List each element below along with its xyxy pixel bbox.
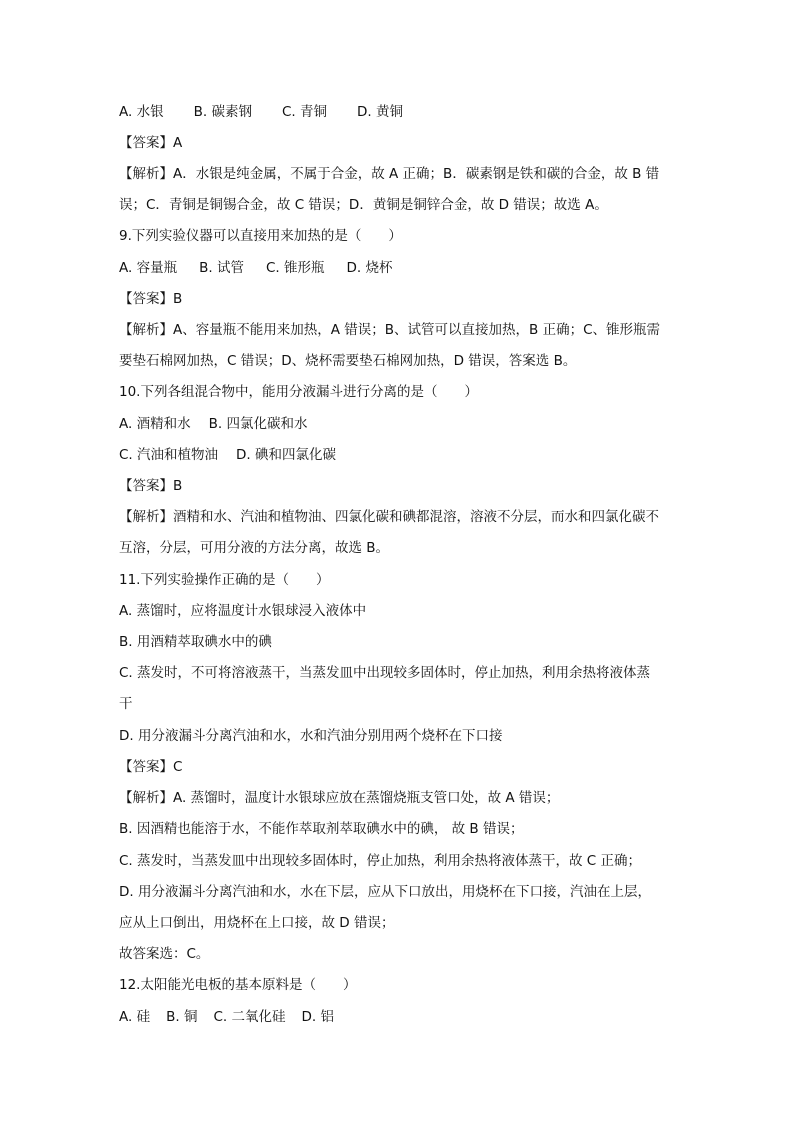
q8-option-a: A. 水银: [119, 104, 164, 120]
q8-option-b: B. 碳素钢: [193, 104, 252, 120]
q8-option-d: D. 黄铜: [356, 104, 403, 120]
q11-option-c-line-2: 干: [119, 696, 133, 712]
q10-analysis-line-1: 【解析】酒精和水、汽油和植物油、四氯化碳和碘都混溶，溶液不分层，而水和四氯化碳不: [119, 509, 659, 525]
q12-option-c: C. 二氧化硅: [213, 1009, 286, 1025]
q8-options: [119, 101, 679, 123]
q9-answer: 【答案】B: [119, 291, 183, 307]
q9-option-d: D. 烧杯: [346, 260, 393, 276]
q10-option-a: A. 酒精和水: [119, 416, 191, 432]
q12-options: [119, 1006, 679, 1028]
q10-options-row-1: [119, 413, 679, 435]
q11-option-a: A. 蒸馏时，应将温度计水银球浸入液体中: [119, 603, 367, 619]
q10-stem: 10.下列各组混合物中，能用分液漏斗进行分离的是（ ）: [119, 384, 478, 400]
q8-answer: 【答案】A: [119, 135, 183, 151]
q8-option-c: C. 青铜: [281, 104, 327, 120]
q9-option-a: A. 容量瓶: [119, 260, 178, 276]
q12-stem: 12.太阳能光电板的基本原料是（ ）: [119, 977, 357, 993]
q11-analysis-line-2: B. 因酒精也能溶于水，不能作萃取剂萃取碘水中的碘， 故 B 错误；: [119, 821, 524, 837]
q12-option-d: D. 铝: [301, 1009, 334, 1025]
q11-option-d: D. 用分液漏斗分离汽油和水，水和汽油分别用两个烧杯在下口接: [119, 728, 503, 744]
q8-analysis-line-1: 【解析】A．水银是纯金属，不属于合金，故 A 正确；B．碳素钢是铁和碳的合金，故 B 错: [119, 166, 660, 182]
q11-option-c-line-1: C. 蒸发时，不可将溶液蒸干，当蒸发皿中出现较多固体时，停止加热，利用余热将液体蒸: [119, 665, 651, 681]
q11-option-b: B. 用酒精萃取碘水中的碘: [119, 634, 272, 650]
q10-options-row-2: [119, 444, 679, 466]
q9-options: [119, 257, 679, 279]
q8-analysis-line-2: 误；C．青铜是铜锡合金，故 C 错误；D．黄铜是铜锌合金，故 D 错误；故选 A。: [119, 197, 608, 213]
q10-option-d: D. 碘和四氯化碳: [236, 447, 336, 463]
q12-option-a: A. 硅: [119, 1009, 151, 1025]
q11-analysis-line-1: 【解析】A. 蒸馏时，温度计水银球应放在蒸馏烧瓶支管口处，故 A 错误；: [119, 790, 560, 806]
q12-option-b: B. 铜: [166, 1009, 198, 1025]
q9-analysis-line-1: 【解析】A、容量瓶不能用来加热，A 错误；B、试管可以直接加热，B 正确；C、锥形瓶需: [119, 322, 661, 338]
q11-stem: 11.下列实验操作正确的是（ ）: [119, 572, 330, 588]
q10-option-c: C. 汽油和植物油: [119, 447, 219, 463]
q11-analysis-line-5: 应从上口倒出，用烧杯在上口接，故 D 错误；: [119, 915, 395, 931]
q11-analysis-line-4: D. 用分液漏斗分离汽油和水，水在下层，应从下口放出，用烧杯在下口接，汽油在上层，: [119, 884, 651, 900]
q10-analysis-line-2: 互溶，分层，可用分液的方法分离，故选 B。: [119, 540, 390, 556]
q11-analysis-line-6: 故答案选：C。: [119, 946, 210, 962]
q10-answer: 【答案】B: [119, 478, 183, 494]
q11-analysis-line-3: C. 蒸发时，当蒸发皿中出现较多固体时，停止加热，利用余热将液体蒸干，故 C 正确；: [119, 853, 642, 869]
q9-analysis-line-2: 要垫石棉网加热，C 错误；D、烧杯需要垫石棉网加热，D 错误，答案选 B。: [119, 353, 577, 369]
q11-answer: 【答案】C: [119, 759, 183, 775]
q9-option-c: C. 锥形瓶: [265, 260, 325, 276]
q9-stem: 9.下列实验仪器可以直接用来加热的是（ ）: [119, 228, 402, 244]
q10-option-b: B. 四氯化碳和水: [208, 416, 308, 432]
q9-option-b: B. 试管: [199, 260, 244, 276]
